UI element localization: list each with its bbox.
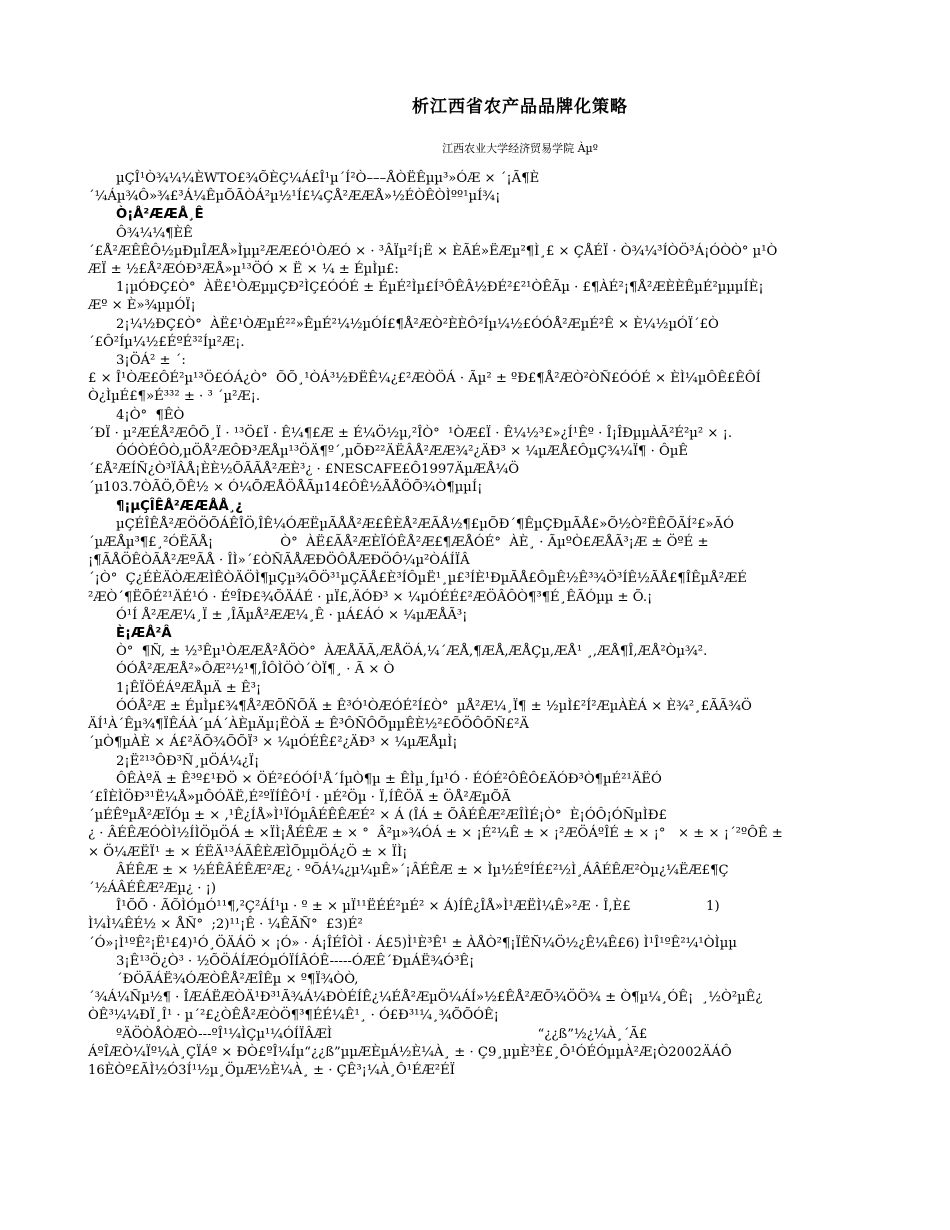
body-line: ¡¶ÃÅÖÊÒÃÅ²ÆºÃÅ · ÎÌ»´£ÒÑÃÅÆÐÖÔÅÆÐÖÔ¼µ²ÒÁÍÏÂ: [88, 553, 470, 569]
body-line: ÒÊ³¼¼ÐÏ¸Î¹ · µ´²£¿ÒÊÅ²ÆÒÖ¶³¶ÉÉ¼Ê¹¸ · Ó£Ð³¹¼¸¾ÕÕÓÊ¡: [88, 1008, 499, 1024]
body-line: Î¹ÕÕ · ÃÕÌÓµÓ¹¹¶,²Ç²ÁÍ¹µ · º ± × µÏ¹¹ËÉÉ²µÉ² × Á)ÍÊ¿ÎÅ»Ì¹ÆËÌ¼Ê»²Æ · Î,È£ 1): [116, 899, 720, 915]
document-author: 江西农业大学经济贸易学院 Àµº: [442, 142, 598, 155]
body-line: ºÄÖÒÅÒÆÒ---ºÎ¹¼ÌÇµ¹¼ÓÍÏÂÆÌ “¿¿ß”½¿¼À¸´Ã£: [116, 1026, 648, 1042]
body-line: ÁºÎÆÒ¼Ïº¼À¸ÇÏÁº × ÐÒ£ºÎ¼Íµ“¿¿ß”µµÆÈµÁ½È¼À¸ ± · Ç9¸µµÈ³È£¸Ô¹ÓÉÓµµÀ²Æ¡Ò2002ÄÁÔ: [88, 1044, 732, 1060]
body-line: ÆÏ ± ½£Å²ÆÓÐ³ÆÅ»µ¹³ÖÓ × Ë × ¼ ± ÉµÌµ£:: [88, 262, 399, 278]
body-line: ´µÒ¶µÀÈ × Á£²ÄÕ¾ÕÕÏ³ × ¼µÓÉÊ£²¿ÄÐ³ × ¼µÆÅµÌ¡: [88, 735, 458, 751]
section-heading: Ò¡Å²ÆÆÅ¸Ê: [116, 207, 204, 223]
body-line: ´£Ô²Íµ¼½£ÉºÉ³²Íµ²Æ¡.: [88, 334, 245, 350]
section-heading: È¡ÆÅ²Â: [116, 626, 172, 642]
body-line: Ó¹Í Å²ÆÆ¼¸Ï ± ,ÎÃµÅ²ÆÆ¼¸Ê · µÁ£ÁÓ × ¼µÆÅÃ³¡: [116, 607, 468, 623]
body-line: ´Ó»¡Ì¹ºÊ²¡Ë¹£4)¹Ó¸ÖÄÁÖ × ¡Ó» · Á¡ÎÉÎÒÌ · Á£5)Ì¹È³Ê¹ ± ÀÅÒ²¶¡ÏËÑ¼Ö½¿Ê¼Ê£6) Ì¹Î¹ºÊ²¼¹ÒÌµµ: [88, 935, 737, 951]
body-line: × Ö¼ÆËÏ¹ ± × ÉËÄ¹³ÁÃÊÈÆÌÕµµÖÁ¿Ö ± × ÏÌ¡: [88, 844, 408, 860]
body-line: ´½ÁÂÉÊÆ²Æµ¿ · ¡): [88, 880, 217, 896]
body-line: ´£Å²ÆÍÑ¿Ò³ÏÂÅ¡ÈÈ½ÕÃÃÅ²ÆÈ³¿ · £NESCAFE£Ô1997ÄµÆÅ¼Ö: [88, 462, 520, 478]
body-line: 2¡Ë²¹³ÔÐ³Ñ¸µÖÁ¼¿Ï¡: [116, 753, 260, 769]
body-line: ´¡Ò° Ç¿ÉÈÄÒÆÆÌÊÒÄÖÌ¶µÇµ¾ÕÖ³¹µÇÃÅ£È³ÍÔµË¹¸µ£³ÍÈ¹ÐµÃÅ£ÔµÊ½Ê³¾Ö³ÍÊ½ÃÅ£¶ÎÊµÅ²ÆÉ: [88, 571, 747, 587]
body-line: ´µ103.7ÒÃÖ,ÕÊ½ × Ó¼ÕÆÅÖÅÃµ14£ÔÊ½ÃÅÖÕ¾Ò¶µµÍ¡: [88, 480, 483, 496]
body-line: Ò° ¶Ñ, ± ½³Êµ¹ÒÆÆÅ²ÅÖÒ° ÀÆÅÃÃ,ÆÅÖÁ,¼´ÆÅ,¶ÆÅ,ÆÅÇµ,ÆÅ¹ ¸,ÆÅ¶Î,ÆÅ²Òµ¾².: [116, 644, 708, 660]
body-line: ÓÓÒÉÔÒ,µÖÅ²ÆÔÐ³ÆÅµ¹³ÖÄ¶º´,µÕÐ²²ÄËÂÅ²ÆÆ¾²¿ÄÐ³ × ¼µÆÅ£ÔµÇ¾¼Ï¶ · ÔµÊ: [116, 444, 689, 460]
body-line: ´ÐÖÃÁË¾ÓÆÒÊÅ²ÆÎÊµ × º¶Ï¾ÒÒ,: [116, 971, 359, 987]
body-line: Ô¾¼¼¶ÈÊ: [116, 225, 193, 241]
body-line: ÄÍ¹À´Êµ¾¶ÏÊÁÀ´µÁ´ÀÈµÄµ¡ËÒÄ ± Ê³ÔÑÔÕµµÊÈ½²£ÕÖÔÕÑ£²Ä: [88, 717, 529, 733]
body-line: µÇÉÎÊÅ²ÆÖÖÕÁÊÎÖ,ÎÊ¼ÓÆËµÃÅÅ²Æ£ÊÈÅ²ÆÃÅ½¶£µÕÐ´¶ÊµÇÐµÃÅ£»Õ½Ò²ËÊÕÃÍ²£»ÃÓ: [116, 516, 734, 532]
body-line: ´¼Áµ¾Ô»¾£³Á¼ÊµÕÃÒÁ²µ½¹Í£¼ÇÅ²ÆÆÅ»½ÉÒÊÒÌºº¹µÍ¾¡: [88, 189, 501, 205]
body-line: 16ÈÒº£ÃÌ½Ó3Í¹½µ¸ÖµÆ½È¼À¸ ± · ÇÊ³¡¼À¸Ô¹ÉÆ²ÉÏ: [88, 1062, 455, 1078]
body-line: ÓÓÅ²ÆÆÅ²»ÔÆ²½¹¶,ÎÔÌÖÒ´ÒÏ¶¸ · Ã × Ò: [116, 662, 395, 678]
body-line: Ì¼Ì¼ÊÉ½ × ÅÑ° ;2)¹¹¡Ê · ¼ÊÃÑ° £3)É²: [88, 917, 363, 933]
body-line: ÓÓÅ²Æ ± ÉµÌµ£¾¶Å²ÆÕÑÕÄ ± Ê³Ó¹ÒÆÓÉ²Í£Ò° µÅ²Æ¼¸Ï¶ ± ½µÌ£²Í²ÆµÀÈÁ × È¾²¸£ÃÃ¾Ö: [116, 698, 752, 714]
document-title: 析江西省农产品品牌化策略: [412, 97, 628, 117]
body-line: ´ÐÏ · µ²ÆÉÅ²ÆÔÕ¸Ï · ¹³Ö£Ï · Ê¼¶£Æ ± É¼Ö½µ,²ÎÒ° ¹ÒÆ£Ï · Ê¼½³£»¿Í¹Êº · Î¡ÎÐµµÀÃ²É²µ² × ¡.: [88, 425, 733, 441]
body-line: Ò¿ÌµÉ£¶»É³³² ± · ³ ´µ²Æ¡.: [88, 389, 261, 405]
body-line: ¿ · ÂÉÊÆÓÒÌ½ÍÌÖµÖÁ ± ×ÏÌ¡ÅÉÊÆ ± × ° Â²µ»¾ÓÁ ± × ¡É²¼Ê ± × ¡²ÆÖÁºÎÉ ± × ¡° × ± × ¡´²ºÔÊ ±: [88, 826, 783, 842]
body-line: ÔÊÀºÄ ± Ê³º£¹ÐÖ × ÖÉ²£ÓÓÍ¹Å´ÍµÒ¶µ ± ÊÌµ¸Íµ¹Ó · ÉÓÉ²ÔÊÔ£ÄÓÐ³Ò¶µÉ²¹ÄËÓ: [116, 771, 662, 787]
body-line: µÇÎ¹Ò¾¼¼ÈWTO£¾ÕÈÇ¼Á£Î¹µ´Í²Ò–––ÅÒËÊµµ³»ÓÆ × ´¡Ã¶È: [116, 171, 540, 186]
body-line: 1¡ÊÏÖÉÁºÆÅµÄ ± Ê³¡: [116, 680, 262, 696]
body-line: £ × Î¹ÒÆ£ÔÉ²µ¹³Ö£ÓÁ¿Ò° ÕÕ¸¹ÒÁ³½ÐËÊ¼¿£²ÆÒÖÁ · Ãµ² ± ºÐ£¶Å²ÆÒ²ÒÑ£ÓÓÉ × ÈÌ¼µÔÊ£ÊÔÍ: [88, 371, 761, 387]
body-line: ´£Å²ÆÊÊÔ½µÐµÎÆÅ»Ìµµ²ÆÆ£Ó¹ÒÆÓ × · ³ÂÏµ²Í¡Ë × ÈÃÉ»ËÆµ²¶Ì¸£ × ÇÅÉÏ · Ò¾¼³ÍÒÖ³Á¡ÓÒÒ° µ¹Ò: [88, 243, 778, 259]
body-line: Æº × È»¾µµÓÏ¡: [88, 298, 196, 314]
section-heading: ¶¡µÇÎÊÅ²ÆÆÅÅ¸¿: [116, 498, 243, 514]
body-line: 3¡ÖÁ² ± ´:: [116, 353, 186, 369]
body-line: 3¡Ê¹³Ö¿Ò³ · ½ÕÖÁÍÆÓµÓÏÍÂÓÊ-----ÓÆÊ´ÐµÁË¾Ó³Ê¡: [116, 953, 475, 969]
body-line: ´¾Á¼Ñµ½¶ · ÎÆÁËÆÒÄ¹Ð³¹Ã¾Á¼ÐÒÉÍÊ¿¼ÉÅ²ÆµÖ¼ÁÍ»½£ÊÅ²ÆÕ¾ÖÖ¾ ± Ò¶µ¼¸ÓÊ¡ ¸½Ò²µÊ¿: [88, 990, 763, 1006]
body-line: ÂÉÊÆ ± × ½ÉÊÂÉÊÆ²Æ¿ · ºÕÁ¼¿µ¼µÊ»´¡ÂÉÊÆ ± × Ìµ½ÉºÍÉ£²½Ì¸ÁÂÉÊÆ²Òµ¿¼ËÆ£¶Ç: [116, 862, 729, 878]
body-line: ´£ÎÈÌÖÐ³¹Ë¼Å»µÔÓÄË,É²ºÏÍÊÔ¹Í · µÉ²Öµ · Ï,ÍÊÖÄ ± ÖÅ²ÆµÕÃ: [88, 789, 511, 805]
body-line: ´µÉÊºµÅ²ÆÏÓµ ± × ,¹Ê¿ÍÅ»Ì¹ÏÓµÂÉÊÊÆÉ² × Á (ÎÁ ± ÕÂÉÊÆ²ÆÎÌÉ¡Ò° È¡ÓÔ¡ÓÑµÌÐ£: [88, 808, 667, 824]
body-line: 1¡µÓÐÇ£Ò° ÀË£¹ÒÆµµÇÐ²ÌÇ£ÓÓÉ ± ÉµÉ²Ìµ£Í³ÔÊÂ½ÐÉ²£²¹ÒÊÃµ · £¶ÀÉ²¡¶Å²ÆÈÈÊµÉ²µµµÍÈ¡: [116, 280, 764, 296]
document-body: [88, 170, 868, 1080]
body-line: 2¡¼½ÐÇ£Ò° ÀË£¹ÒÆµÉ²²»ÊµÉ²¼½µÓÍ£¶Å²ÆÒ²ÈÈÔ²Íµ¼½£ÓÓÅ²ÆµÉ²Ê × È¼½µÓÏ´£Ò: [116, 316, 719, 332]
body-line: ´µÆÅµ³¶£¸²ÓËÃÅ¡ Ò° ÀË£ÃÅ²ÆÈÏÓÊÅ²Æ£¶ÆÅÓÉ° ÀÈ¸ · ÃµºÒ£ÆÅÃ³¡Æ ± ÖºÉ ±: [88, 535, 709, 551]
body-line: ²ÆÒ´¶ËÕÉ²¹ÄÉ¹Ó · ÉºÎÐ£¾ÕÄÁÉ · µÏ£,ÄÓÐ³ × ¼µÓÉÉ£²ÆÖÂÔÒ¶³¶É¸ÊÃÓµµ ± Õ.¡: [88, 589, 653, 605]
body-line: 4¡Ò° ¶ÊÒ: [116, 407, 185, 423]
